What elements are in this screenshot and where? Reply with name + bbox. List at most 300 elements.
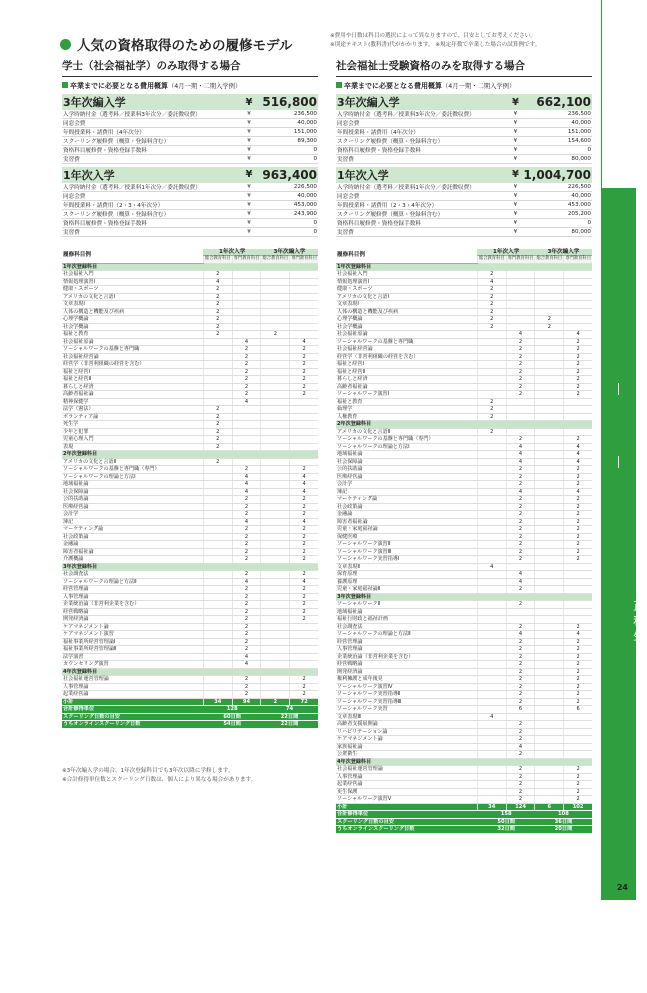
credit-cell	[535, 698, 564, 706]
subject-name: 暮らしと経済	[62, 383, 203, 391]
credit-cell: 4	[232, 473, 261, 481]
credit-cell	[535, 541, 564, 549]
subjects-header-label: 履修科目例	[62, 249, 203, 264]
credit-cell	[477, 451, 506, 459]
cost-item: 年間授業料・諸費用（2・3・4年次分）	[336, 200, 508, 209]
credit-cell	[290, 646, 318, 654]
subject-row	[336, 788, 592, 796]
subheader-cell: 専門教育科目	[565, 256, 591, 262]
credit-cell	[203, 533, 232, 541]
credit-cell	[232, 421, 261, 429]
credit-cell: 2	[232, 511, 261, 519]
credit-cell	[203, 473, 232, 481]
subject-name: 社会調査法	[336, 623, 477, 631]
credit-cell	[261, 466, 290, 474]
credit-cell: 2	[203, 413, 232, 421]
credit-cell: 2	[232, 391, 261, 399]
subject-row	[336, 773, 592, 781]
credit-cell	[564, 563, 592, 571]
credit-cell	[535, 466, 564, 474]
credit-cell	[477, 458, 506, 466]
yen-sign: ¥	[508, 209, 522, 218]
subject-row	[62, 571, 318, 579]
credit-cell	[564, 578, 592, 586]
credit-cell: 2	[564, 676, 592, 684]
credit-cell: 2	[564, 646, 592, 654]
credits-row	[62, 706, 318, 714]
cost-amount: 0	[256, 155, 318, 164]
credit-cell: 4	[290, 481, 318, 489]
credit-cell: 2	[506, 541, 535, 549]
credit-cell	[564, 586, 592, 594]
subject-name: マーケティング論	[62, 526, 203, 534]
subject-row	[62, 338, 318, 346]
credit-cell: 2	[564, 541, 592, 549]
cost-subtitle-note: （4月一期・二期入学例）	[168, 83, 242, 90]
credit-cell	[535, 331, 564, 339]
credit-cell: 6	[506, 706, 535, 714]
credit-cell: 4	[232, 518, 261, 526]
yen-sign: ¥	[508, 191, 522, 200]
credit-cell	[477, 376, 506, 384]
subject-name: 情報処理演習Ⅰ	[62, 278, 203, 286]
cost-group-label: 3年次編入学	[62, 94, 242, 110]
credit-cell: 2	[506, 766, 535, 774]
credit-cell: 2	[506, 548, 535, 556]
credit-cell	[290, 278, 318, 286]
subject-name: 健康・スポーツ	[62, 286, 203, 294]
credit-cell	[535, 443, 564, 451]
cost-amount: 89,300	[256, 137, 318, 146]
credit-cell	[535, 563, 564, 571]
cost-subtitle	[336, 81, 592, 91]
credit-cell	[290, 436, 318, 444]
left-column	[62, 58, 318, 785]
online-third: 22日間	[261, 721, 318, 729]
credit-cell: 6	[564, 706, 592, 714]
subject-row	[62, 376, 318, 384]
cost-amount: 151,000	[256, 128, 318, 137]
year-section	[62, 668, 318, 676]
credit-cell: 2	[506, 796, 535, 804]
subject-name: 人事管理論	[62, 683, 203, 691]
subject-name: 人事管理論	[336, 773, 477, 781]
credit-cell	[564, 286, 592, 294]
subject-row	[336, 398, 592, 406]
credit-cell	[203, 361, 232, 369]
credit-cell	[261, 571, 290, 579]
cost-table	[62, 94, 318, 237]
credit-cell: 2	[506, 698, 535, 706]
subject-row	[336, 436, 592, 444]
cost-item: 資格科目履修費・資格登録手数料	[336, 146, 508, 155]
subject-row	[336, 728, 592, 736]
credit-cell	[261, 683, 290, 691]
credit-cell	[261, 481, 290, 489]
subject-name: 人権教育	[336, 413, 477, 421]
subject-row	[336, 413, 592, 421]
cost-amount: 0	[256, 218, 318, 227]
subject-name: アメリカの文化と言語Ⅰ	[62, 293, 203, 301]
credit-cell: 4	[290, 488, 318, 496]
credit-cell: 2	[564, 668, 592, 676]
credit-cell	[261, 578, 290, 586]
subject-row	[336, 473, 592, 481]
subtotal-row	[336, 803, 592, 811]
credit-cell	[261, 436, 290, 444]
subject-name: 地域福祉論	[336, 451, 477, 459]
cost-amount: 0	[256, 227, 318, 236]
cost-subtitle-text: 卒業までに必要となる費用概算	[344, 82, 442, 90]
credit-cell	[535, 601, 564, 609]
subject-row	[336, 646, 592, 654]
credit-cell: 2	[506, 691, 535, 699]
credit-cell	[564, 293, 592, 301]
subject-row	[62, 691, 318, 699]
credit-cell	[232, 331, 261, 339]
subjects-table	[336, 249, 592, 834]
credit-cell	[535, 398, 564, 406]
year-section-label: 3年次登録科目	[62, 563, 318, 571]
credit-cell	[203, 481, 232, 489]
credit-cell	[564, 713, 592, 721]
credit-cell	[261, 646, 290, 654]
subheader-cell: 総合教育科目	[204, 256, 231, 262]
credit-cell	[477, 796, 506, 804]
credit-cell	[477, 788, 506, 796]
credit-cell	[477, 466, 506, 474]
credit-cell	[564, 308, 592, 316]
credit-cell	[477, 436, 506, 444]
subject-name: 起業経営論	[336, 781, 477, 789]
credit-cell: 2	[564, 526, 592, 534]
credit-cell: 2	[232, 623, 261, 631]
cost-group-header	[62, 94, 318, 110]
year-section	[336, 263, 592, 271]
subject-row	[62, 488, 318, 496]
credit-cell	[535, 293, 564, 301]
subheader-cell: 専門教育科目	[291, 256, 317, 262]
credit-cell	[203, 631, 232, 639]
credit-cell	[232, 406, 261, 414]
cost-amount: 236,500	[522, 110, 592, 119]
cost-item: スクーリング履修費（概算・登録料含む）	[62, 137, 242, 146]
credit-cell: 2	[232, 571, 261, 579]
credit-cell	[290, 638, 318, 646]
credit-cell: 2	[535, 316, 564, 324]
credit-cell	[261, 361, 290, 369]
credit-cell	[261, 398, 290, 406]
credit-cell	[203, 368, 232, 376]
subject-name: ソーシャルワーク演習Ⅲ	[336, 548, 477, 556]
yen-sign: ¥	[242, 183, 256, 192]
credit-cell	[535, 481, 564, 489]
credit-cell	[261, 338, 290, 346]
subject-name: ソーシャルワークの基盤と専門職	[62, 346, 203, 354]
subject-row	[336, 796, 592, 804]
subject-name: 社会学概論	[62, 323, 203, 331]
credit-cell: 2	[564, 496, 592, 504]
subject-name: 会計学	[62, 511, 203, 519]
credit-cell	[261, 601, 290, 609]
credit-cell	[506, 398, 535, 406]
cost-subtitle-text: 卒業までに必要となる費用概算	[70, 82, 168, 90]
credit-cell	[232, 458, 261, 466]
cost-row	[336, 183, 592, 192]
credit-cell: 2	[232, 631, 261, 639]
credit-cell	[261, 616, 290, 624]
subtotal-cell: 小計	[336, 803, 477, 811]
credit-cell	[261, 443, 290, 451]
subject-row	[62, 286, 318, 294]
credit-cell	[535, 661, 564, 669]
credit-cell: 2	[506, 721, 535, 729]
subject-row	[62, 458, 318, 466]
credit-cell: 2	[203, 406, 232, 414]
credit-cell	[290, 316, 318, 324]
credit-cell	[477, 541, 506, 549]
credit-cell: 2	[564, 511, 592, 519]
credit-cell	[261, 541, 290, 549]
credit-cell: 4	[203, 278, 232, 286]
cost-amount: 226,500	[522, 183, 592, 192]
credit-cell	[232, 271, 261, 279]
credit-cell: 2	[535, 323, 564, 331]
subject-row	[62, 518, 318, 526]
year-section	[336, 593, 592, 601]
credit-cell: 2	[506, 586, 535, 594]
side-divider	[618, 456, 619, 468]
subject-name: 養護原理	[336, 578, 477, 586]
subject-row	[62, 353, 318, 361]
credit-cell: 2	[261, 331, 290, 339]
credit-cell: 2	[290, 526, 318, 534]
subject-name: 福祉事業所経営管理論Ⅰ	[62, 638, 203, 646]
cost-amount: 40,000	[256, 191, 318, 200]
credit-cell	[261, 653, 290, 661]
credit-cell	[477, 766, 506, 774]
credit-cell: 2	[290, 541, 318, 549]
subject-name: 公衆衛生	[336, 751, 477, 759]
subtotal-cell: 72	[290, 698, 318, 706]
credit-cell: 2	[290, 353, 318, 361]
credit-cell	[564, 743, 592, 751]
cost-item: 年間授業料・諸費用（2・3・4年次分）	[62, 200, 242, 209]
subject-row	[62, 481, 318, 489]
credit-cell	[261, 691, 290, 699]
subject-row	[62, 541, 318, 549]
subject-name: 経営学（非営利組織の経営を含む）	[336, 353, 477, 361]
credit-cell: 2	[290, 691, 318, 699]
subject-row	[336, 623, 592, 631]
cost-row	[62, 191, 318, 200]
yen-sign: ¥	[242, 191, 256, 200]
yen-sign: ¥	[508, 167, 522, 183]
credit-cell	[477, 601, 506, 609]
cost-table	[336, 94, 592, 237]
credit-cell: 4	[506, 631, 535, 639]
credit-cell	[203, 616, 232, 624]
credit-cell: 2	[506, 781, 535, 789]
credit-cell: 2	[506, 728, 535, 736]
yen-sign: ¥	[508, 183, 522, 192]
credit-cell	[203, 571, 232, 579]
credit-cell	[477, 511, 506, 519]
subject-row	[336, 653, 592, 661]
credit-cell	[535, 773, 564, 781]
cost-row	[62, 218, 318, 227]
credit-cell	[564, 728, 592, 736]
subject-row	[62, 511, 318, 519]
credit-cell	[203, 398, 232, 406]
cost-amount: 236,500	[256, 110, 318, 119]
credit-cell: 2	[290, 556, 318, 564]
credit-cell	[506, 616, 535, 624]
credit-cell	[261, 503, 290, 511]
credit-cell	[535, 653, 564, 661]
credit-cell: 2	[506, 466, 535, 474]
credit-cell: 2	[564, 503, 592, 511]
credit-cell: 4	[232, 398, 261, 406]
credit-cell: 4	[506, 578, 535, 586]
credit-cell: 2	[564, 533, 592, 541]
credit-cell	[477, 383, 506, 391]
subject-row	[336, 293, 592, 301]
credit-cell: 2	[290, 533, 318, 541]
credit-cell: 2	[232, 586, 261, 594]
cost-item: スクーリング履修費（概算・登録料含む）	[336, 209, 508, 218]
subject-name: ソーシャルワーク実習	[336, 706, 477, 714]
credit-cell	[477, 346, 506, 354]
subtotal-cell: 94	[232, 698, 261, 706]
subject-row	[62, 421, 318, 429]
cost-group-header	[336, 167, 592, 183]
credit-cell: 2	[232, 676, 261, 684]
cost-item: 入学時納付金（選考料／授業料3年次分／委託徴収費）	[62, 110, 242, 119]
credit-cell	[564, 316, 592, 324]
credit-cell: 2	[564, 638, 592, 646]
credit-cell: 2	[506, 361, 535, 369]
schooling-row	[62, 713, 318, 721]
credit-cell	[203, 601, 232, 609]
credit-cell	[261, 421, 290, 429]
subject-row	[62, 323, 318, 331]
credit-cell	[535, 428, 564, 436]
online-first: 32日間	[477, 826, 535, 834]
credit-cell: 2	[290, 548, 318, 556]
credit-cell	[290, 661, 318, 669]
credit-cell: 2	[506, 511, 535, 519]
subject-name: 更生保護	[336, 788, 477, 796]
subject-name: 開発経済論	[336, 668, 477, 676]
subject-name: カウンセリング演習	[62, 661, 203, 669]
cost-item: 実習費	[336, 155, 508, 164]
yen-sign: ¥	[508, 218, 522, 227]
subject-row	[336, 578, 592, 586]
subject-name: 高齢者福祉論	[62, 391, 203, 399]
credit-cell	[203, 608, 232, 616]
subject-row	[336, 346, 592, 354]
yen-sign: ¥	[242, 155, 256, 164]
subject-name: 福祉と教育	[336, 398, 477, 406]
credit-cell: 2	[506, 683, 535, 691]
subtotal-cell: 小計	[62, 698, 203, 706]
column-title: 社会福祉士受験資格のみを取得する場合	[336, 58, 592, 77]
yen-sign: ¥	[508, 119, 522, 128]
subject-name: 社会福祉原論	[62, 338, 203, 346]
subtotal-cell: 124	[506, 803, 535, 811]
subject-row	[336, 563, 592, 571]
credit-cell: 2	[477, 293, 506, 301]
cost-amount: 226,500	[256, 183, 318, 192]
yen-sign: ¥	[242, 200, 256, 209]
cost-row	[62, 110, 318, 119]
credit-cell	[564, 413, 592, 421]
credit-cell	[290, 406, 318, 414]
subheader-cell: 専門教育科目	[507, 256, 534, 262]
cost-group-label: 1年次入学	[336, 167, 508, 183]
credit-cell	[203, 383, 232, 391]
credit-cell	[203, 353, 232, 361]
credit-cell: 2	[506, 638, 535, 646]
credit-cell	[290, 301, 318, 309]
subject-name: 法学演習	[62, 653, 203, 661]
credit-cell: 2	[232, 503, 261, 511]
subject-row	[336, 503, 592, 511]
subject-name: ボランティア論	[62, 413, 203, 421]
subject-name: 社会調査法	[62, 571, 203, 579]
credit-cell: 2	[506, 376, 535, 384]
credit-cell: 2	[506, 646, 535, 654]
credit-cell: 2	[564, 698, 592, 706]
subject-name: 文章表現Ⅰ	[336, 301, 477, 309]
subject-row	[336, 376, 592, 384]
subject-name: 人体の構造と機能及び疾病	[62, 308, 203, 316]
cost-item: 入学時納付金（選考料／授業料1年次分／委託徴収費）	[62, 183, 242, 192]
credit-cell: 4	[506, 458, 535, 466]
credit-cell	[477, 683, 506, 691]
credit-cell: 2	[564, 691, 592, 699]
subject-name: 人体の構造と機能及び疾病	[336, 308, 477, 316]
schooling-third: 36日間	[535, 818, 592, 826]
credit-cell	[232, 301, 261, 309]
credit-cell: 2	[203, 428, 232, 436]
subject-name: 地域福祉論	[336, 608, 477, 616]
subject-name: 高齢者支援展開論	[336, 721, 477, 729]
subject-name: 介護概論	[62, 556, 203, 564]
credit-cell	[535, 638, 564, 646]
subject-name: 社会福祉運営管理論	[336, 766, 477, 774]
credit-cell	[506, 413, 535, 421]
credit-cell: 2	[564, 466, 592, 474]
subject-row	[336, 706, 592, 714]
credit-cell: 2	[203, 436, 232, 444]
subject-name: 福祉行財政と福祉計画	[336, 616, 477, 624]
subject-name: ケアマネジメント論	[336, 736, 477, 744]
credit-cell	[290, 293, 318, 301]
subject-row	[336, 638, 592, 646]
yen-sign: ¥	[242, 119, 256, 128]
subject-row	[336, 301, 592, 309]
year-section	[62, 563, 318, 571]
subject-row	[62, 368, 318, 376]
credit-cell	[564, 278, 592, 286]
header-first-year: 1年次入学	[203, 249, 261, 256]
subject-name: ソーシャルワーク演習Ⅴ	[336, 796, 477, 804]
credit-cell: 4	[232, 488, 261, 496]
credit-cell: 2	[506, 556, 535, 564]
credit-cell: 2	[506, 601, 535, 609]
